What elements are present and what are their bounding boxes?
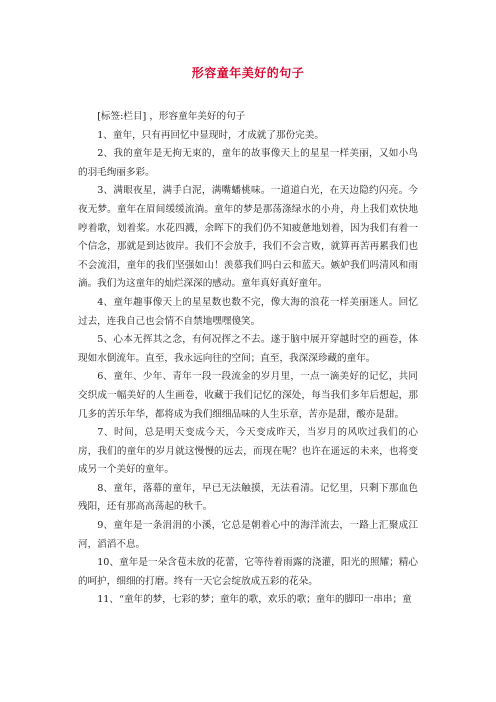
paragraph: 1、童年，只有再回忆中显现时，才成就了那份完美。: [97, 129, 324, 141]
paragraph: 10、童年是一朵含苞未放的花蕾，它等待着雨露的浇灌，阳光的照耀；精心的呵护，细细的打磨。终有一天它会绽放成五彩的花朵。: [78, 557, 418, 587]
paragraph: 7、时间，总是明天变成今天，今天变成昨天，当岁月的风吹过我们的心房，我们的童年的岁月就这慢慢的远去，而现在呢？也许在遥远的未来，也将变成另一个美好的童年。: [78, 427, 418, 476]
paragraph: 8、童年，落幕的童年，早已无法触摸，无法看清。记忆里，只剩下那血色残阳，还有那高高荡起的秋千。: [78, 482, 418, 513]
paragraph: 9、童年是一条涓涓的小溪，它总是朝着心中的海洋流去，一路上汇聚成江河，滔滔不息。: [78, 520, 418, 550]
paragraph: 3、满眼夜星，满手白泥，满嘴蟠桃味。一道道白光，在天边隐约闪亮。今夜无梦。童年在眉间缓缓流淌。童年的梦是那荡涤绿水的小舟，舟上我们欢快地哼着歌，划着桨。水花四溅，余晖下的我们仍不知疲惫地划着，因为我们有着一个信念，那就是到达彼岸。我们不会放手，我们不会言败，就算再苦再累我们也不会流泪，童年的我们坚强如山！羡慕我们吗白云和蓝天。嫉妒我们吗清风和雨滴。我们为这童年的灿烂深深的感动。童年真好真好童年。: [78, 185, 418, 290]
paragraph: 2、我的童年是无拘无束的，童年的故事像天上的星星一样美丽，又如小鸟的羽毛绚丽多彩。: [78, 148, 418, 178]
paragraph: 4、童年趣事像天上的星星数也数不完，像大海的浪花一样美丽迷人。回忆过去，连我自己也会情不自禁地嘿嘿傻笑。: [78, 296, 418, 327]
paragraph: 11、“童年的梦，七彩的梦；童年的歌，欢乐的歌；童年的脚印一串串；童: [97, 594, 412, 606]
paragraph-tags: [标签:栏目] ，形容童年美好的句子: [97, 111, 246, 122]
paragraph: 6、童年、少年、青年一段一段流金的岁月里，一点一滴美好的记忆，共同交织成一幅美好的人生画卷，收藏于我们记忆的深处，每当我们多年后想起，那几多的苦乐年华，都将成为我们细细品味的人生乐章，苦亦是甜，酸亦是甜。: [78, 371, 418, 420]
document-title: 形容童年美好的句子: [191, 66, 305, 80]
document-body: [78, 108, 418, 610]
paragraph: 5、心本无挥其之念，有何况挥之不去。遂于脑中展开穿越时空的画卷，体现如水倒流年。直至，我永远向往的空间；直至，我深深珍藏的童年。: [78, 334, 418, 364]
